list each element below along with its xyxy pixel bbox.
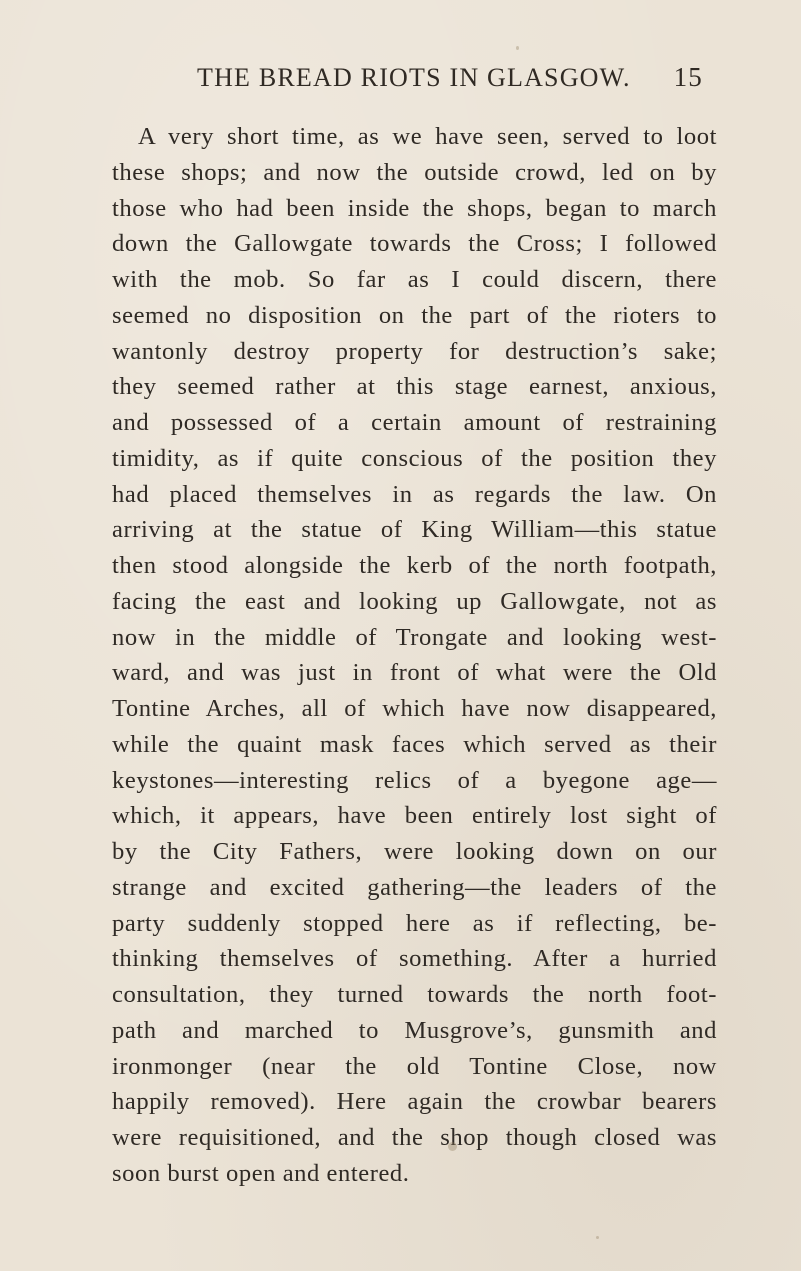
text-line: by the City Fathers, were looking down on our (112, 838, 717, 865)
text-line: these shops; and now the outside crowd, led on by (112, 158, 717, 186)
text-line: were requisitioned, and the shop though closed was (112, 1124, 717, 1151)
text-line: now in the middle of Trongate and looking west- (112, 623, 717, 651)
text-line: down the Gallowgate towards the Cross; I followed (112, 230, 717, 258)
paper-speck (448, 1142, 457, 1151)
text-line: happily removed). Here again the crowbar bearers (112, 1088, 717, 1116)
text-line: seemed no disposition on the part of the rioters to (112, 301, 717, 329)
running-title: THE BREAD RIOTS IN GLASGOW. (197, 63, 631, 92)
text-line: which, it appears, have been entirely lost sight of (112, 802, 717, 830)
paper-speck (516, 46, 519, 50)
text-line: and possessed of a certain amount of restraining (112, 409, 717, 436)
text-line: Tontine Arches, all of which have now disappeared, (112, 695, 717, 722)
text-line: path and marched to Musgrove’s, gunsmith and (112, 1016, 717, 1044)
text-line: ironmonger (near the old Tontine Close, now (112, 1052, 717, 1080)
text-line: A very short time, as we have seen, served to loot (138, 123, 717, 150)
text-line: keystones—interesting relics of a byegone age— (112, 766, 717, 794)
page-number: 15 (673, 62, 703, 92)
text-line: strange and excited gathering—the leaders of the (112, 873, 717, 901)
text-line: wantonly destroy property for destruction’s sake; (112, 337, 717, 365)
running-head (197, 62, 703, 98)
text-line: they seemed rather at this stage earnest, anxious, (112, 373, 717, 401)
body-paragraph (112, 119, 717, 1192)
text-line: ward, and was just in front of what were the Old (112, 659, 717, 687)
text-line: soon burst open and entered. (112, 1159, 410, 1187)
text-line: had placed themselves in as regards the law. On (112, 480, 717, 508)
paper-speck (596, 1236, 599, 1239)
text-line: thinking themselves of something. After a hurried (112, 945, 717, 973)
text-line: facing the east and looking up Gallowgate, not as (112, 587, 717, 615)
text-line: then stood alongside the kerb of the north footpath, (112, 552, 717, 579)
text-line: those who had been inside the shops, began to march (112, 194, 717, 222)
text-line: arriving at the statue of King William—this statue (112, 516, 717, 544)
text-line: with the mob. So far as I could discern, there (112, 266, 717, 293)
text-line: while the quaint mask faces which served as their (112, 730, 717, 758)
text-line: consultation, they turned towards the north foot- (112, 981, 717, 1008)
text-line: party suddenly stopped here as if reflecting, be- (112, 909, 717, 937)
text-line: timidity, as if quite conscious of the position they (112, 444, 717, 472)
